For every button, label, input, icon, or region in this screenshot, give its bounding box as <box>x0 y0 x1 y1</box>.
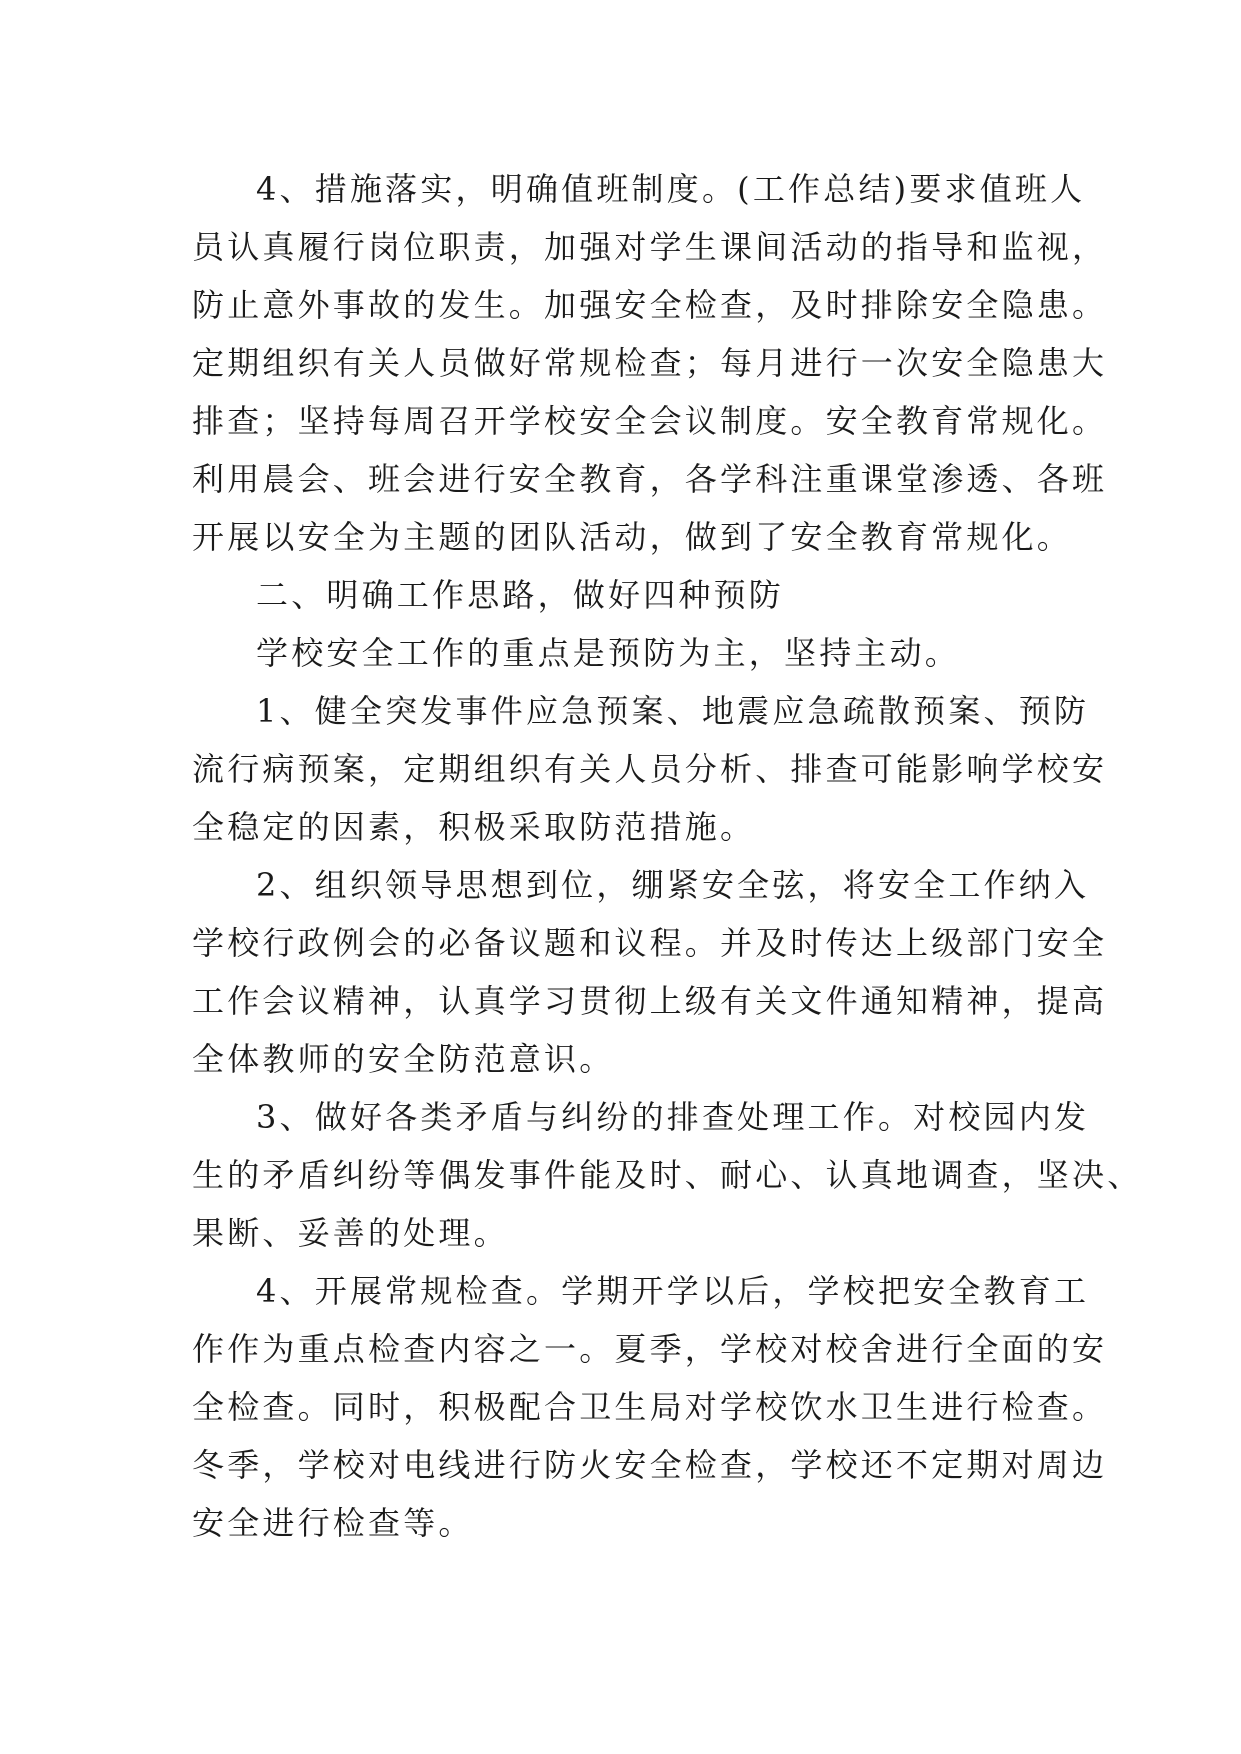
paragraph-line: 冬季，学校对电线进行防火安全检查，学校还不定期对周边 <box>192 1446 1108 1484</box>
paragraph-line: 4、措施落实，明确值班制度。(工作总结)要求值班人 <box>256 170 1086 208</box>
document-body <box>192 160 1143 1552</box>
paragraph-line: 开展以安全为主题的团队活动，做到了安全教育常规化。 <box>192 518 1073 556</box>
paragraph-line: 学校安全工作的重点是预防为主，坚持主动。 <box>256 634 961 672</box>
paragraph-line: 流行病预案，定期组织有关人员分析、排查可能影响学校安 <box>192 750 1108 788</box>
paragraph-line: 利用晨会、班会进行安全教育，各学科注重课堂渗透、各班 <box>192 460 1108 498</box>
paragraph-line: 定期组织有关人员做好常规检查；每月进行一次安全隐患大 <box>192 344 1108 382</box>
paragraph-line: 防止意外事故的发生。加强安全检查，及时排除安全隐患。 <box>192 286 1108 324</box>
paragraph-line: 全检查。同时，积极配合卫生局对学校饮水卫生进行检查。 <box>192 1388 1108 1426</box>
paragraph-line: 全体教师的安全防范意识。 <box>192 1040 615 1078</box>
paragraph-line: 全稳定的因素，积极采取防范措施。 <box>192 808 756 846</box>
paragraph-line: 员认真履行岗位职责，加强对学生课间活动的指导和监视， <box>192 228 1108 266</box>
paragraph-line: 3、做好各类矛盾与纠纷的排查处理工作。对校园内发 <box>256 1098 1090 1136</box>
paragraph-line: 果断、妥善的处理。 <box>192 1214 509 1252</box>
paragraph-line: 生的矛盾纠纷等偶发事件能及时、耐心、认真地调查，坚决、 <box>192 1156 1143 1194</box>
paragraph-line: 安全进行检查等。 <box>192 1504 474 1542</box>
paragraph-line: 2、组织领导思想到位，绷紧安全弦，将安全工作纳入 <box>256 866 1090 904</box>
paragraph-line: 作作为重点检查内容之一。夏季，学校对校舍进行全面的安 <box>192 1330 1108 1368</box>
paragraph-line: 学校行政例会的必备议题和议程。并及时传达上级部门安全 <box>192 924 1108 962</box>
paragraph-line: 排查；坚持每周召开学校安全会议制度。安全教育常规化。 <box>192 402 1108 440</box>
paragraph-line: 4、开展常规检查。学期开学以后，学校把安全教育工 <box>256 1272 1090 1310</box>
paragraph-line: 工作会议精神，认真学习贯彻上级有关文件通知精神，提高 <box>192 982 1108 1020</box>
section-heading: 二、明确工作思路，做好四种预防 <box>256 576 785 614</box>
paragraph-line: 1、健全突发事件应急预案、地震应急疏散预案、预防 <box>256 692 1090 730</box>
